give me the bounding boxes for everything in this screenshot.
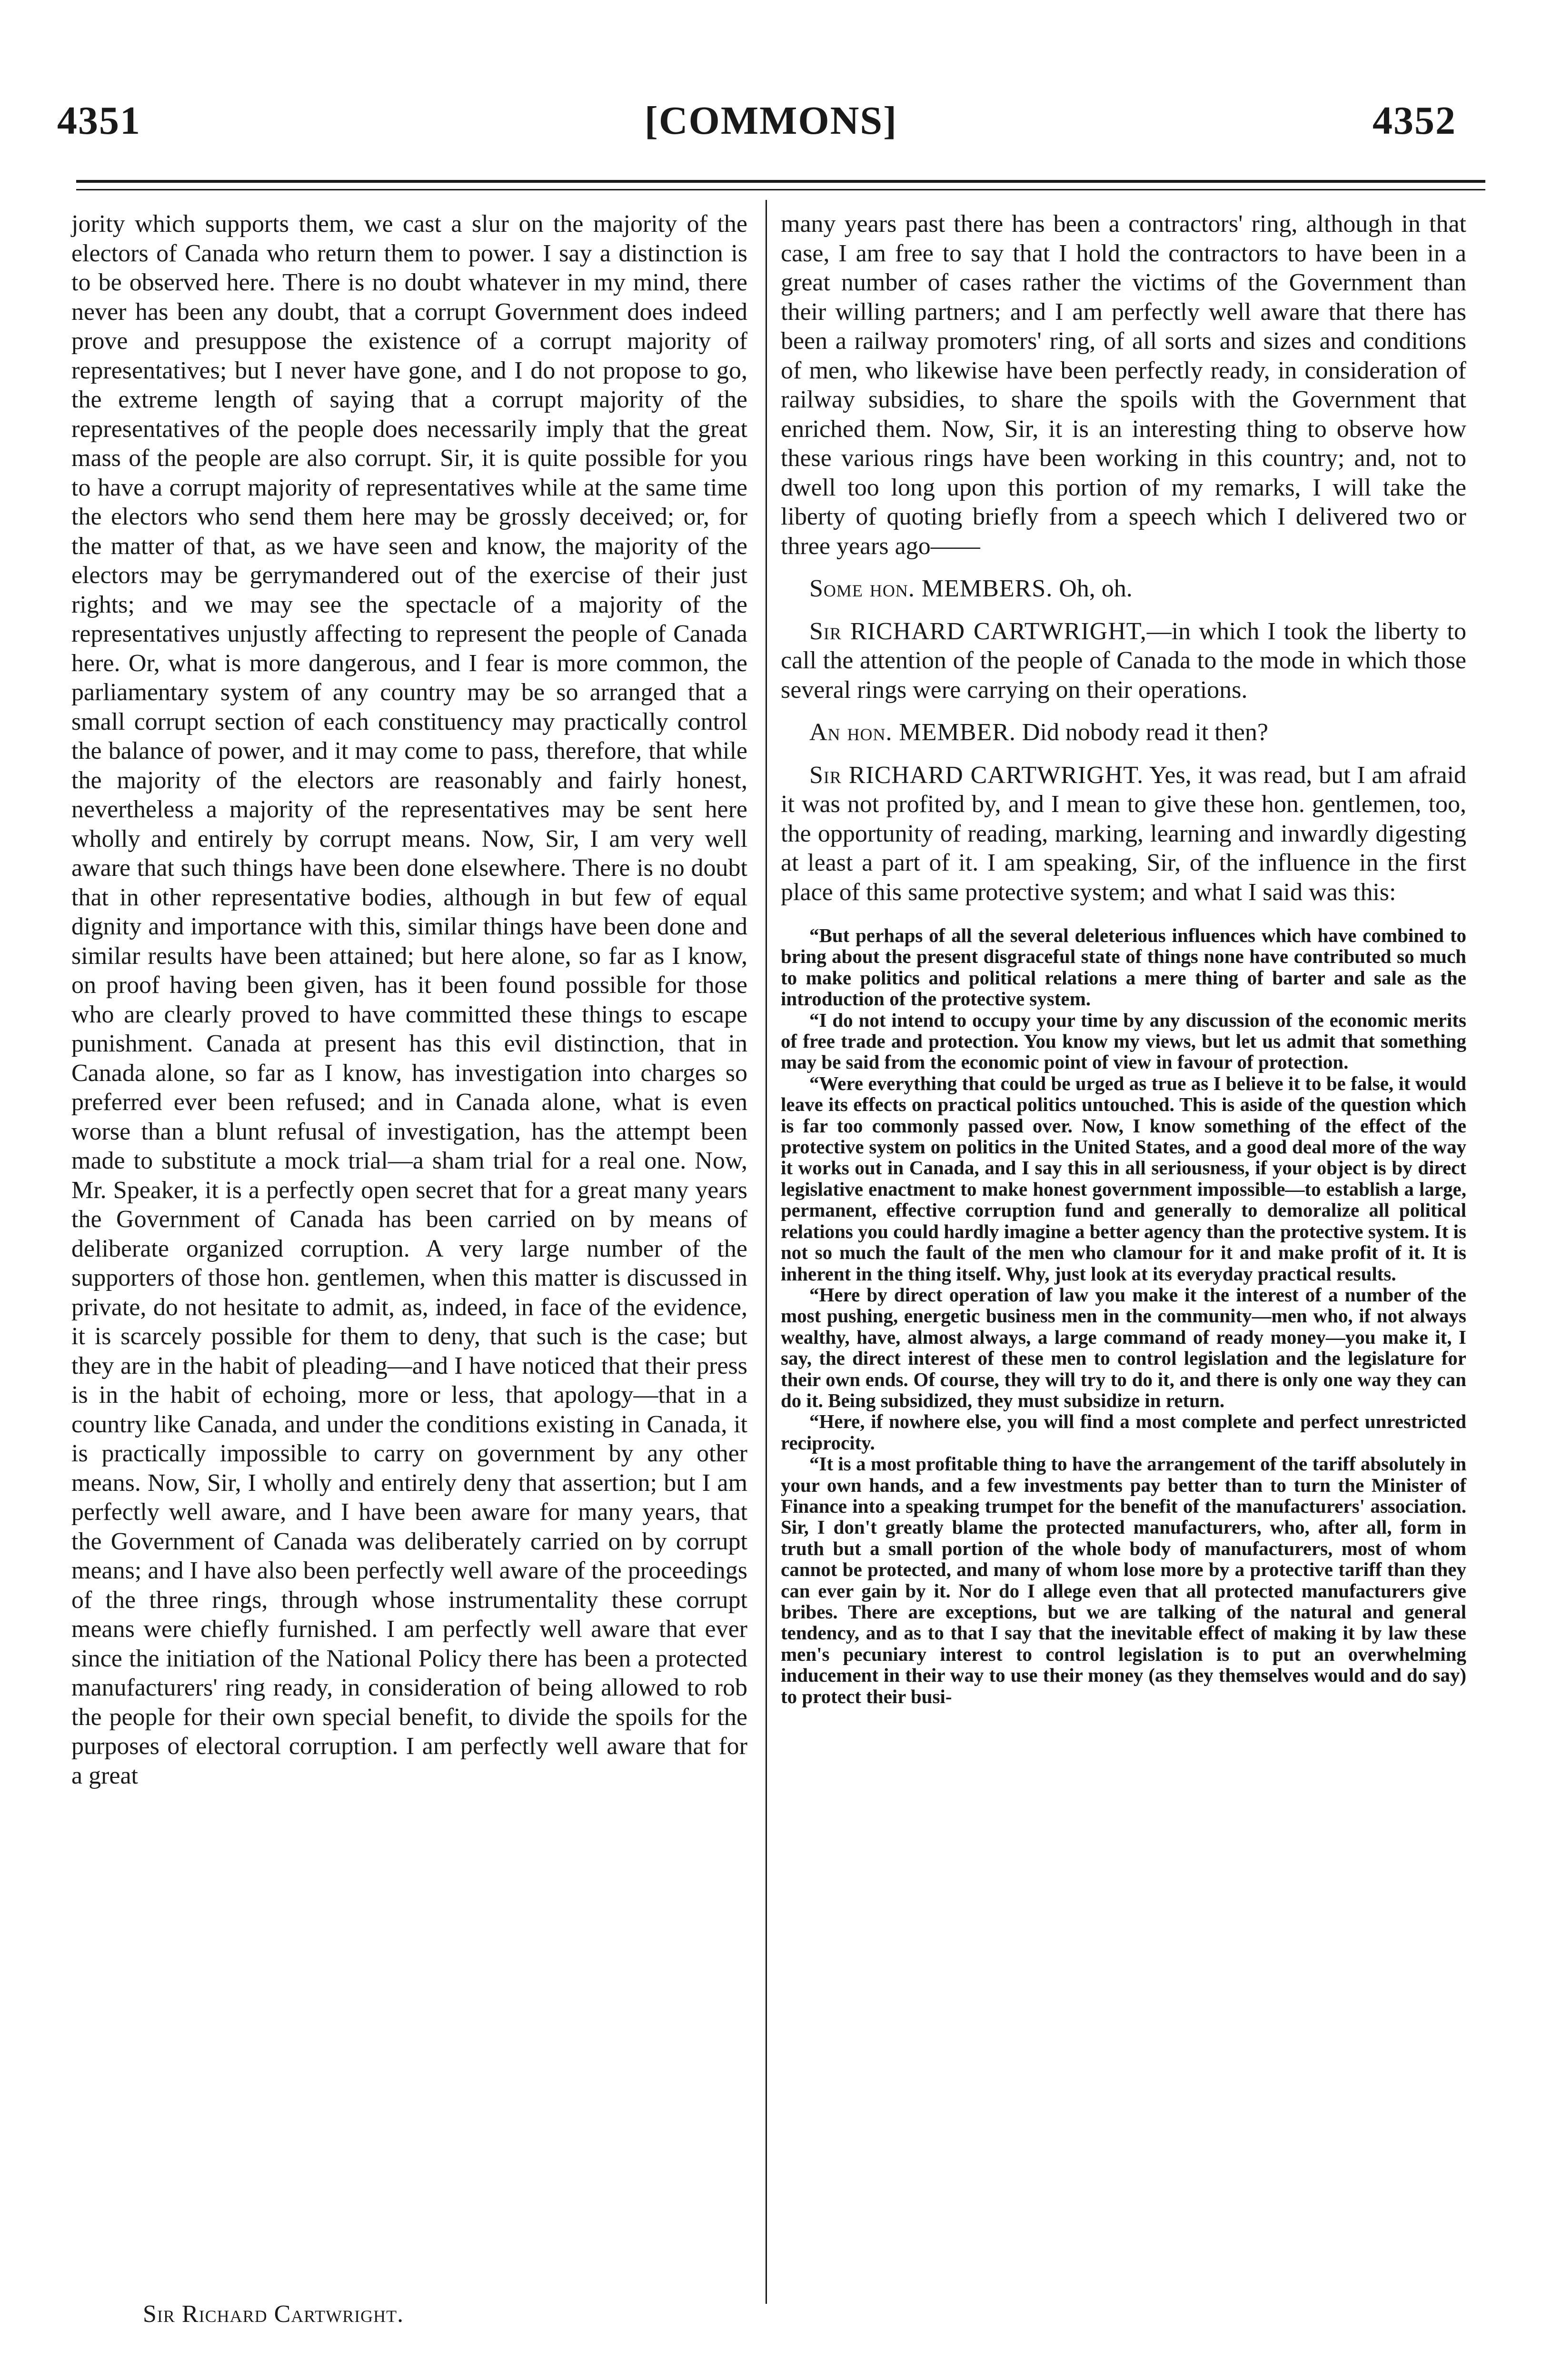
quoted-speech-paragraph: “But perhaps of all the several deleterious influences which have combined to bring about the present disgraceful state of things none have contributed so much to make politics and political relations a mere thing of barter and sale as the introduction of the protective system. xyxy=(781,924,1466,1010)
speech-text: Oh, oh. xyxy=(1059,575,1133,602)
speaker-name: Some hon. MEMBERS. xyxy=(809,575,1053,602)
speech-cartwright-2 xyxy=(781,761,1466,907)
speech-text: Yes, it was read, but I am afraid it was not profited by, and I mean to give these hon. gentlemen, too, the opportunity of reading, marking, learning and inwardly digesting at least a part of it. I am speaking, Sir, of the influence in the first place of this same protective system; and what I said was this: xyxy=(781,761,1466,906)
quoted-speech-paragraph: “Here by direct operation of law you make it the interest of a number of the most pushing, energetic business men in the community—men who, if not always wealthy, have, almost always, a large command of ready money—you make it, I say, the direct interest of these men to control legislation and the legislature for their own ends. Of course, they will try to do it, and there is only one way they can do it. Being subsidized, they must subsidize in return. xyxy=(781,1283,1466,1411)
interjection-member xyxy=(781,718,1466,747)
header-rule-thin xyxy=(76,189,1485,190)
page-number-right: 4352 xyxy=(1373,99,1456,143)
speech-text: Did nobody read it then? xyxy=(1022,719,1268,746)
quoted-speech-paragraph: “Were everything that could be urged as true as I believe it to be false, it would leave its effects on practical politics untouched. This is aside of the question which is far too commonly passed over. Now, I know something of the effect of the protective system on politics in the United States, and a good deal more of the way it works out in Canada, and I say this in all seriousness, if your object is by direct legislative enactment to make honest government impossible—to establish a large, permanent, effective corruption fund and generally to demoralize all political relations you could hardly imagine a better agency than the protective system. It is not so much the fault of the men who clamour for it and make profit of it. It is inherent in the thing itself. Why, just look at its everyday practical results. xyxy=(781,1072,1466,1285)
right-column xyxy=(781,209,1466,1707)
column-divider xyxy=(766,200,767,2304)
quoted-speech-paragraph: “I do not intend to occupy your time by any discussion of the economic merits of free trade and protection. You know my views, but let us admit that something may be said from the economic point of view in favour of protection. xyxy=(781,1009,1466,1073)
speech-cartwright-1 xyxy=(781,617,1466,705)
left-paragraph: jority which supports them, we cast a slur on the majority of the electors of Canada who return them to power. I say a distinction is to be observed here. There is no doubt whatever in my mind, there never has been any doubt, that a corrupt Government does indeed prove and presuppose the existence of a corrupt majority of representatives; but I never have gone, and I do not propose to go, the extreme length of saying that a corrupt majority of the representatives of the people does necessarily imply that the great mass of the people are also corrupt. Sir, it is quite possible for you to have a corrupt majority of representatives while at the same time the electors who send them here may be grossly deceived; or, for the matter of that, as we have seen and know, the majority of the electors may be gerrymandered out of the exercise of their just rights; and we may see the spectacle of a majority of the representatives unjustly affecting to represent the people of Canada here. Or, what is more dangerous, and I fear is more common, the parliamentary system of any country may be so arranged that a small corrupt section of each constituency may practically control the balance of power, and it may come to pass, therefore, that while the majority of the electors are reasonably and fairly honest, nevertheless a majority of the representatives may be sent here wholly and entirely by corrupt means. Now, Sir, I am very well aware that such things have been done elsewhere. There is no doubt that in other representative bodies, although in but few of equal dignity and importance with this, similar things have been done and similar results have been attained; but here alone, so far as I know, on proof having been given, has it been found possible for those who are clearly proved to have committed these things to escape punishment. Canada at present has this evil distinction, that in Canada alone, so far as I know, has investigation into charges so preferred ever been refused; and in Canada alone, what is even worse than a blunt refusal of investigation, has the attempt been made to substitute a mock trial—a sham trial for a real one. Now, Mr. Speaker, it is a perfectly open secret that for a great many years the Government of Canada has been carried on by means of deliberate organized corruption. A very large number of the supporters of those hon. gentlemen, when this matter is discussed in private, do not hesitate to admit, as, indeed, in face of the evidence, it is scarcely possible for them to deny, that such is the case; but they are in the habit of pleading—and I have noticed that their press is in the habit of echoing, more or less, that apology—that in a country like Canada, and under the conditions existing in Canada, it is practically impossible to carry on government by any other means. Now, Sir, I wholly and entirely deny that assertion; but I am perfectly well aware, and I have been aware for many years, that the Government of Canada was deliberately carried on by corrupt means; and I have also been perfectly well aware of the proceedings of the three rings, through whose instrumentality these corrupt means were chiefly furnished. I am perfectly well aware that ever since the initiation of the National Policy there has been a protected manufacturers' ring ready, in consideration of being allowed to rob the people for their own special benefit, to divide the spoils for the purposes of electoral corruption. I am perfectly well aware that for a great xyxy=(71,210,747,1789)
quoted-speech-paragraph: “It is a most profitable thing to have the arrangement of the tariff absolutely in your own hands, and a few investments pay better than to turn the Minister of Finance into a speaking trumpet for the benefit of the manufacturers' association. Sir, I don't greatly blame the protected manufacturers, who, after all, form in truth but a small portion of the whole body of manufacturers, most of whom cannot be protected, and many of whom lose more by a protective tariff than they can ever gain by it. Nor do I allege even that all protected manufacturers give bribes. There are exceptions, but we are talking of the natural and general tendency, and as to that I say that the inevitable effect of making it by law these men's pecuniary interest to control legislation is to put an overwhelming inducement in their way to use their money (as they themselves would and do say) to protect their busi- xyxy=(781,1453,1466,1707)
right-paragraph-continued: many years past there has been a contractors' ring, although in that case, I am free to say that I hold the contractors to have been in a great number of cases rather the victims of the Government than their willing partners; and I am perfectly well aware that there has been a railway promoters' ring, of all sorts and sizes and conditions of men, who likewise have been perfectly ready, in consideration of railway subsidies, to share the spoils with the Government that enriched them. Now, Sir, it is an interesting thing to observe how these various rings have been working in this country; and, not to dwell too long upon this portion of my remarks, I will take the liberty of quoting briefly from a speech which I delivered two or three years ago—— xyxy=(781,210,1466,560)
header-rule-thick xyxy=(76,180,1485,183)
speaker-name: Sir RICHARD CARTWRIGHT, xyxy=(809,617,1147,645)
running-footer-name: Sir Richard Cartwright. xyxy=(143,2301,404,2328)
speaker-name: An hon. MEMBER. xyxy=(809,719,1016,746)
speech-text: —in which I took the liberty to call the attention of the people of Canada to the mode in which those several rings were carrying on their operations. xyxy=(781,617,1466,704)
left-column xyxy=(71,209,747,1790)
page-title: [COMMONS] xyxy=(644,99,898,143)
page-number-left: 4351 xyxy=(57,99,141,143)
speaker-name: Sir RICHARD CARTWRIGHT. xyxy=(809,761,1144,789)
quoted-speech-paragraph: “Here, if nowhere else, you will find a most complete and perfect unrestricted reciprocity. xyxy=(781,1410,1466,1454)
interjection-members xyxy=(781,574,1466,604)
